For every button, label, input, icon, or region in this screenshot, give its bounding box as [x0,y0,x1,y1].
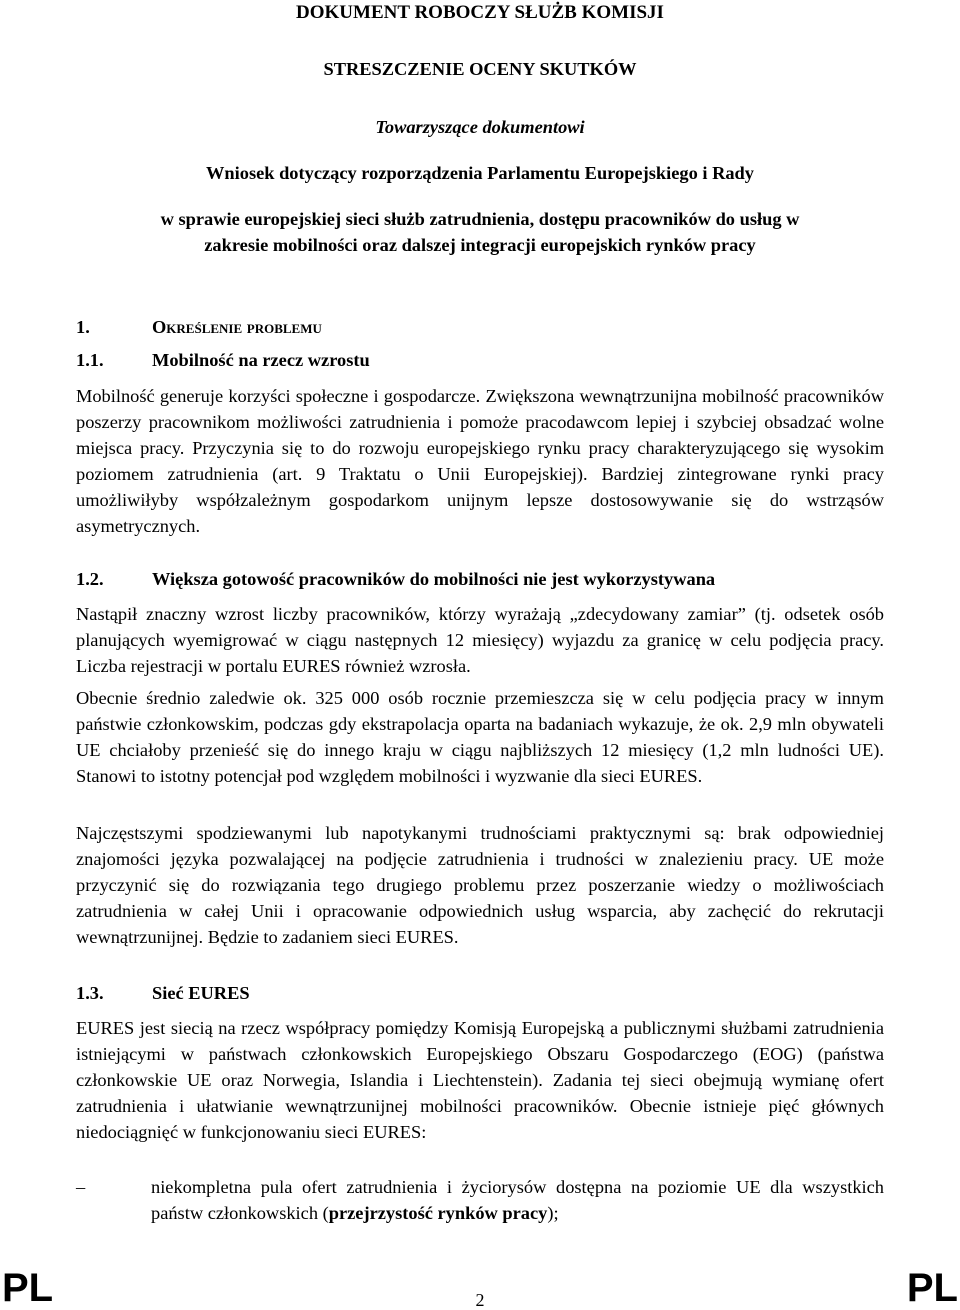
summary-title: STRESZCZENIE OCENY SKUTKÓW [323,59,637,79]
section-1-2-title: Większa gotowość pracowników do mobilności nie jest wykorzystywana [152,569,716,589]
footer-language-left: PL [2,1266,54,1310]
list-item-emphasis: przejrzystość rynków pracy [328,1203,548,1223]
proposal-subject-line-2: zakresie mobilności oraz dalszej integracji europejskich rynków pracy [204,235,756,255]
section-1-3-number: 1.3. [76,983,104,1003]
section-1-1-paragraph: Mobilność generuje korzyści społeczne i gospodarcze. Zwiększona wewnątrzunijna mobilność pracowników poszerzy pracownikom możliwości zatrudnienia i pomoże pracodawcom lepiej i szybciej obsadzać wolne miejsca pracy. Przyczynia się to do rozwoju europejskiego rynku pracy charakteryzującego się wysokim poziomem zatrudnienia (art. 9 Traktatu o Unii Europejskiej). Bardziej zintegrowane rynki pracy umożliwiłyby współzależnym gospodarkom unijnym lepsze dostosowywanie się do wstrząsów asymetrycznych. [76,386,884,536]
section-1-3-title: Sieć EURES [152,983,250,1003]
list-item-tail: ); [547,1203,559,1223]
document-type-title: DOKUMENT ROBOCZY SŁUŻB KOMISJI [296,2,664,23]
section-1-1-number: 1.1. [76,350,104,370]
accompanying-label: Towarzyszące dokumentowi [375,117,585,137]
proposal-subject-line-1: w sprawie europejskiej sieci służb zatrudnienia, dostępu pracowników do usług w [160,209,800,229]
section-1-3-paragraph: EURES jest siecią na rzecz współpracy pomiędzy Komisją Europejską a publicznymi służbami zatrudnienia istniejącymi w państwach członkowskich Europejskiego Obszaru Gospodarczego (EOG) (państwa członkowskie UE oraz Norwegia, Islandia i Liechtenstein). Zadania tej sieci obejmują wymianę ofert zatrudnienia i ułatwianie wewnątrzunijnej mobilności pracowników. Obecnie istnieje pięć głównych niedociągnięć w funkcjonowaniu sieci EURES: [76,1018,884,1142]
footer-language-right: PL [906,1266,958,1310]
section-1-2-paragraph-1: Nastąpił znaczny wzrost liczby pracowników, którzy wyrażają „zdecydowany zamiar” (tj. odsetek osób planujących wyemigrować w ciągu następnych 12 miesięcy) wyjazdu za granicę w celu podjęcia pracy. Liczba rejestracji w portalu EURES również wzrosła. [76,604,884,676]
list-item-bullet: – [76,1177,86,1197]
section-1-2-paragraph-2: Obecnie średnio zaledwie ok. 325 000 osób rocznie przemieszcza się w celu podjęcia pracy w innym państwie członkowskim, podczas gdy ekstrapolacja oparta na badaniach wykazuje, że ok. 2,9 mln obywateli UE chciałoby przenieść się do innego kraju w ciągu najbliższych 12 miesięcy (1,2 mln ludności UE). Stanowi to istotny potencjał pod względem mobilności i wyzwanie dla sieci EURES. [76,688,884,786]
page-number: 2 [475,1290,485,1310]
section-1-number: 1. [76,317,90,337]
proposal-title: Wniosek dotyczący rozporządzenia Parlamentu Europejskiego i Rady [206,163,754,183]
section-1-title: Określenie problemu [152,317,322,337]
section-1-2-paragraph-3: Najczęstszymi spodziewanymi lub napotykanymi trudnościami praktycznymi są: brak odpowiedniej znajomości języka pozwalającej na podjęcie zatrudnienia i trudności w znalezieniu pracy. UE może przyczynić się do rozwiązania tego drugiego problemu przez poszerzanie wiedzy o możliwościach zatrudnienia w całej Unii i opracowanie odpowiednich usług wsparcia, aby zachęcić do rekrutacji wewnątrzunijnej. Będzie to zadaniem sieci EURES. [76,823,884,947]
section-1-1-title: Mobilność na rzecz wzrostu [152,350,370,370]
list-item-text: niekompletna pula ofert zatrudnienia i życiorysów dostępna na poziomie UE dla wszystkich państw członkowskich ( [151,1177,884,1223]
list-item [151,1174,884,1226]
section-1-2-number: 1.2. [76,569,104,589]
